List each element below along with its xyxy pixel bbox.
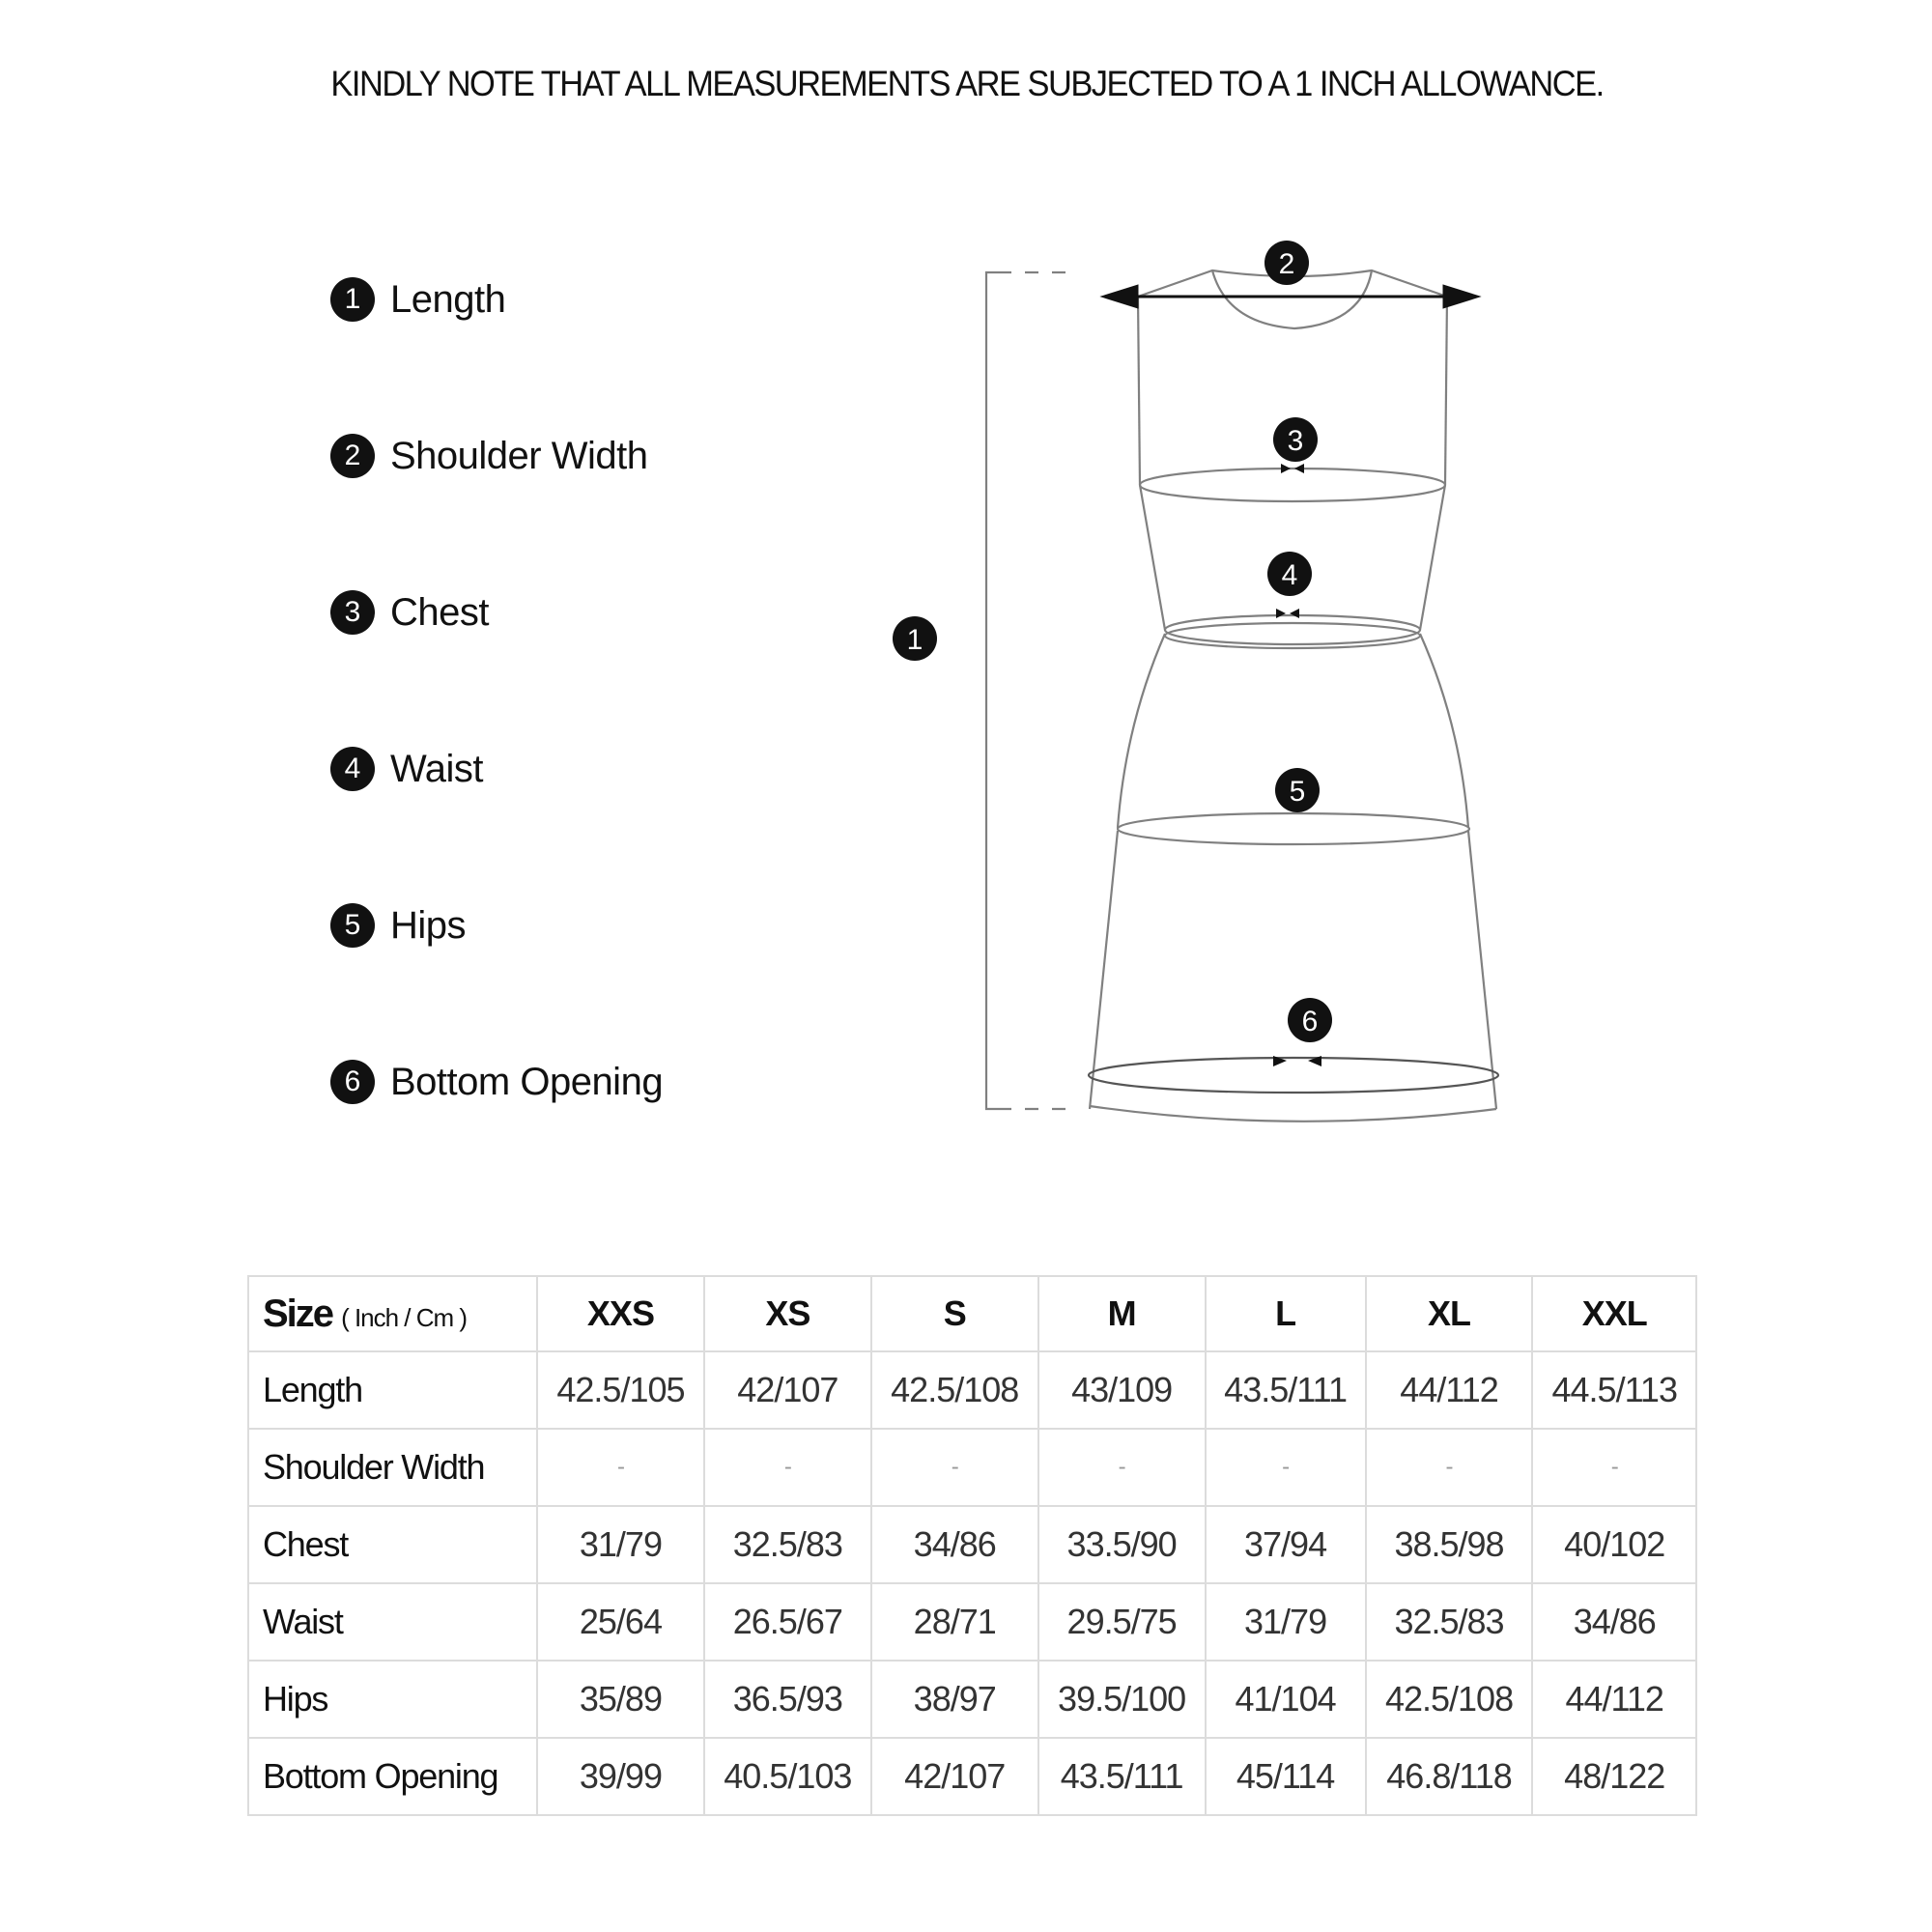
measurement-cell: 41/104 <box>1206 1661 1366 1738</box>
hem <box>1090 1106 1496 1122</box>
measurement-cell: - <box>704 1429 871 1506</box>
legend-label: Length <box>390 277 506 321</box>
measurement-cell: - <box>1532 1429 1696 1506</box>
measurement-cell: 46.8/118 <box>1366 1738 1533 1815</box>
svg-text:5: 5 <box>1289 776 1306 808</box>
measurement-cell: 34/86 <box>871 1506 1038 1583</box>
size-chart-table <box>247 1275 1697 1816</box>
marker-2-icon <box>1264 241 1309 285</box>
row-label: Shoulder Width <box>248 1429 537 1506</box>
measurement-cell: 40.5/103 <box>704 1738 871 1815</box>
marker-4-icon <box>1267 552 1312 596</box>
row-label: Hips <box>248 1661 537 1738</box>
table-row <box>248 1429 1696 1506</box>
size-header-label: Size <box>263 1292 333 1335</box>
svg-text:1: 1 <box>906 624 923 656</box>
waist-line <box>1165 615 1420 644</box>
measurement-cell: 44/112 <box>1366 1351 1533 1429</box>
marker-1-icon <box>893 616 937 661</box>
svg-text:6: 6 <box>1301 1006 1319 1037</box>
skirt-left-upper <box>1118 634 1165 828</box>
svg-text:2: 2 <box>1278 248 1295 280</box>
arrow-left-icon <box>1101 285 1138 308</box>
measurement-cell: 28/71 <box>871 1583 1038 1661</box>
hips-line <box>1118 813 1469 844</box>
measurement-cell: - <box>537 1429 704 1506</box>
waist-arrow-icon <box>1290 609 1299 618</box>
chest-arrow-icon <box>1281 464 1291 473</box>
size-column-header: XS <box>704 1276 871 1351</box>
measurement-cell: 42.5/108 <box>871 1351 1038 1429</box>
measurement-cell: 29.5/75 <box>1038 1583 1206 1661</box>
measurement-cell: - <box>1206 1429 1366 1506</box>
measurement-cell: - <box>1038 1429 1206 1506</box>
row-label: Bottom Opening <box>248 1738 537 1815</box>
waist-arrow-icon <box>1276 609 1286 618</box>
torso-left <box>1140 485 1165 630</box>
measurement-cell: 38/97 <box>871 1661 1038 1738</box>
measurement-cell: 42/107 <box>871 1738 1038 1815</box>
legend-label: Hips <box>390 903 467 947</box>
measurement-cell: 25/64 <box>537 1583 704 1661</box>
row-label: Length <box>248 1351 537 1429</box>
measurement-cell: 43/109 <box>1038 1351 1206 1429</box>
measurement-cell: - <box>1366 1429 1533 1506</box>
diagram-markers <box>893 241 1332 1042</box>
marker-6-icon <box>1288 998 1332 1042</box>
skirt-right-upper <box>1420 634 1468 828</box>
measurement-cell: 32.5/83 <box>704 1506 871 1583</box>
number-3-badge-icon: 3 <box>330 590 375 635</box>
table-row <box>248 1661 1696 1738</box>
length-bracket <box>986 272 1065 1109</box>
chest-line <box>1140 469 1445 501</box>
size-column-header: XXS <box>537 1276 704 1351</box>
size-column-header: XXL <box>1532 1276 1696 1351</box>
measurement-cell: 43.5/111 <box>1038 1738 1206 1815</box>
bottom-opening-line <box>1089 1058 1498 1093</box>
row-label: Waist <box>248 1583 537 1661</box>
measurement-cell: 26.5/67 <box>704 1583 871 1661</box>
marker-3-icon <box>1273 417 1318 462</box>
measurement-cell: 45/114 <box>1206 1738 1366 1815</box>
legend-label: Chest <box>390 590 489 634</box>
marker-5-icon <box>1275 768 1320 812</box>
measurement-cell: 39/99 <box>537 1738 704 1815</box>
measurement-cell: 36.5/93 <box>704 1661 871 1738</box>
allowance-notice: KINDLY NOTE THAT ALL MEASUREMENTS ARE SUBJECTED TO A 1 INCH ALLOWANCE. <box>330 64 1604 103</box>
legend-label: Waist <box>390 747 484 790</box>
measurement-cell: 38.5/98 <box>1366 1506 1533 1583</box>
measurement-cell: 42.5/105 <box>537 1351 704 1429</box>
chest-arrow-icon <box>1294 464 1304 473</box>
number-6-badge-icon: 6 <box>330 1060 375 1104</box>
measurement-cell: 48/122 <box>1532 1738 1696 1815</box>
size-column-header: S <box>871 1276 1038 1351</box>
row-label: Chest <box>248 1506 537 1583</box>
measurement-cell: 44/112 <box>1532 1661 1696 1738</box>
table-body <box>248 1351 1696 1815</box>
legend-label: Bottom Opening <box>390 1060 664 1103</box>
size-column-header: M <box>1038 1276 1206 1351</box>
size-column-header: L <box>1206 1276 1366 1351</box>
number-2-badge-icon: 2 <box>330 434 375 478</box>
arrow-right-icon <box>1443 285 1480 308</box>
legend-label: Shoulder Width <box>390 434 648 477</box>
measurement-cell: 44.5/113 <box>1532 1351 1696 1429</box>
size-column-header: XL <box>1366 1276 1533 1351</box>
measurement-cell: 39.5/100 <box>1038 1661 1206 1738</box>
svg-text:3: 3 <box>1287 425 1304 457</box>
table-row <box>248 1583 1696 1661</box>
unit-label: ( Inch / Cm ) <box>341 1302 468 1332</box>
measurement-cell: 31/79 <box>1206 1583 1366 1661</box>
measurement-cell: 43.5/111 <box>1206 1351 1366 1429</box>
measurement-cell: 34/86 <box>1532 1583 1696 1661</box>
measurement-cell: 37/94 <box>1206 1506 1366 1583</box>
measurement-cell: 33.5/90 <box>1038 1506 1206 1583</box>
measurement-cell: 31/79 <box>537 1506 704 1583</box>
table-header-row <box>248 1276 1696 1351</box>
svg-text:4: 4 <box>1281 559 1298 591</box>
number-5-badge-icon: 5 <box>330 903 375 948</box>
number-4-badge-icon: 4 <box>330 747 375 791</box>
size-header-cell <box>248 1276 537 1351</box>
table-row <box>248 1506 1696 1583</box>
measurement-cell: 42/107 <box>704 1351 871 1429</box>
measurement-cell: 32.5/83 <box>1366 1583 1533 1661</box>
measurement-cell: 42.5/108 <box>1366 1661 1533 1738</box>
measurement-cell: - <box>871 1429 1038 1506</box>
bodice-right <box>1445 297 1447 485</box>
measurement-cell: 35/89 <box>537 1661 704 1738</box>
number-1-badge-icon: 1 <box>330 277 375 322</box>
measurement-cell: 40/102 <box>1532 1506 1696 1583</box>
table-row <box>248 1738 1696 1815</box>
torso-right <box>1420 485 1445 630</box>
bodice-left <box>1138 297 1140 485</box>
table-row <box>248 1351 1696 1429</box>
